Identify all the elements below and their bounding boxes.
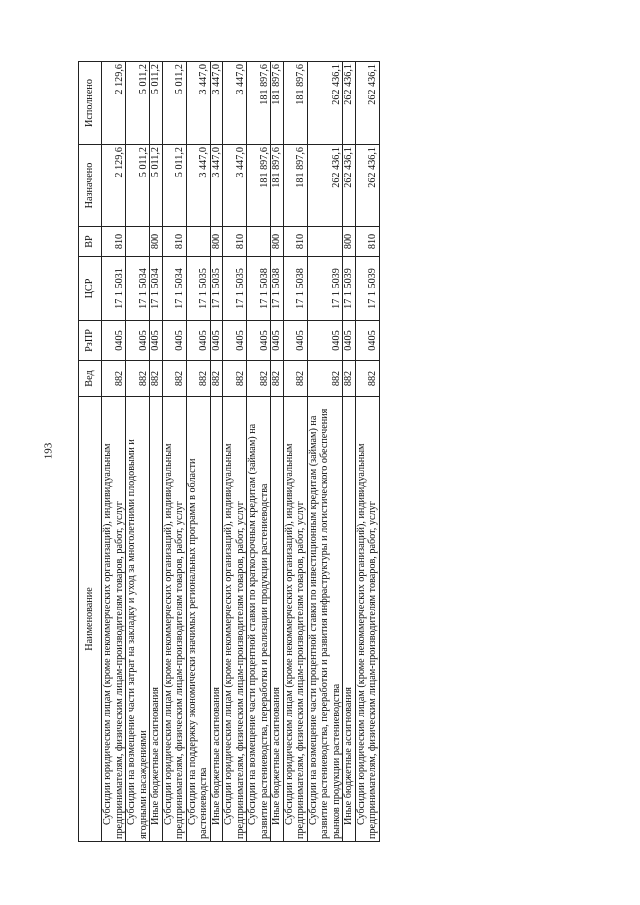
cell-assigned: 181 897,6 (271, 145, 284, 227)
cell-name (283, 397, 307, 842)
cell-ved: 882 (247, 361, 271, 397)
table-row (210, 62, 223, 842)
cell-name (126, 397, 150, 842)
header-csr: ЦСР (79, 257, 102, 321)
cell-rzpr: 0405 (150, 321, 163, 361)
cell-name (271, 397, 284, 842)
table-body (102, 62, 380, 842)
cell-rzpr: 0405 (102, 321, 126, 361)
cell-assigned: 3 447,0 (210, 145, 223, 227)
cell-rzpr: 0405 (343, 321, 356, 361)
cell-vr: 800 (210, 227, 223, 257)
cell-vr: 800 (271, 227, 284, 257)
cell-vr: 810 (283, 227, 307, 257)
cell-ved: 882 (102, 361, 126, 397)
cell-ved: 882 (210, 361, 223, 397)
cell-executed: 3 447,0 (210, 62, 223, 145)
header-ved: Вед (79, 361, 102, 397)
cell-executed: 262 436,1 (307, 62, 343, 145)
cell-name (247, 397, 271, 842)
cell-assigned: 2 129,6 (102, 145, 126, 227)
cell-name (186, 397, 210, 842)
table-header-row (79, 62, 102, 842)
table-row (271, 62, 284, 842)
cell-vr: 810 (355, 227, 379, 257)
table-row (162, 62, 186, 842)
cell-assigned: 181 897,6 (283, 145, 307, 227)
cell-vr (247, 227, 271, 257)
cell-executed: 5 011,2 (126, 62, 150, 145)
cell-executed: 5 011,2 (162, 62, 186, 145)
cell-executed: 2 129,6 (102, 62, 126, 145)
cell-vr (126, 227, 150, 257)
cell-rzpr: 0405 (162, 321, 186, 361)
cell-assigned: 181 897,6 (247, 145, 271, 227)
cell-csr: 17 1 5035 (186, 257, 210, 321)
cell-csr: 17 1 5035 (210, 257, 223, 321)
cell-assigned: 3 447,0 (223, 145, 247, 227)
cell-executed: 3 447,0 (186, 62, 210, 145)
cell-name-text: Субсидии юридическим лицам (кроме некоммерческих организаций), индивидуальным предпринимателям, физическим лицам-производителям товаров, работ, услуг (162, 443, 185, 839)
cell-name (343, 397, 356, 842)
cell-ved: 882 (271, 361, 284, 397)
cell-rzpr: 0405 (307, 321, 343, 361)
header-executed: Исполнено (79, 62, 102, 145)
cell-rzpr: 0405 (355, 321, 379, 361)
cell-assigned: 262 436,1 (343, 145, 356, 227)
cell-name (150, 397, 163, 842)
cell-executed: 262 436,1 (355, 62, 379, 145)
cell-assigned: 262 436,1 (307, 145, 343, 227)
cell-ved: 882 (162, 361, 186, 397)
cell-executed: 181 897,6 (283, 62, 307, 145)
cell-ved: 882 (150, 361, 163, 397)
cell-rzpr: 0405 (210, 321, 223, 361)
cell-rzpr: 0405 (186, 321, 210, 361)
table-row (150, 62, 163, 842)
cell-rzpr: 0405 (247, 321, 271, 361)
table-row (283, 62, 307, 842)
cell-ved: 882 (343, 361, 356, 397)
cell-ved: 882 (355, 361, 379, 397)
cell-vr: 810 (162, 227, 186, 257)
cell-assigned: 5 011,2 (126, 145, 150, 227)
cell-assigned: 5 011,2 (150, 145, 163, 227)
cell-vr: 800 (343, 227, 356, 257)
cell-csr: 17 1 5035 (223, 257, 247, 321)
table-row (223, 62, 247, 842)
cell-csr: 17 1 5031 (102, 257, 126, 321)
cell-ved: 882 (307, 361, 343, 397)
cell-csr: 17 1 5034 (150, 257, 163, 321)
cell-csr: 17 1 5034 (126, 257, 150, 321)
cell-name-text: Субсидии юридическим лицам (кроме некоммерческих организаций), индивидуальным предпринимателям, физическим лицам-производителям товаров, работ, услуг (283, 443, 306, 839)
cell-vr (307, 227, 343, 257)
cell-rzpr: 0405 (283, 321, 307, 361)
cell-name (355, 397, 379, 842)
header-assigned: Назначено (79, 145, 102, 227)
cell-csr: 17 1 5039 (343, 257, 356, 321)
budget-table (78, 61, 380, 842)
cell-name-text: Иные бюджетные ассигнования (150, 687, 161, 825)
table-row (247, 62, 271, 842)
cell-rzpr: 0405 (223, 321, 247, 361)
rotated-table-wrapper (78, 62, 562, 842)
cell-ved: 882 (186, 361, 210, 397)
cell-name-text: Субсидии на возмещение части процентной ставки по краткосрочным кредитам (займам) на развитие растениеводства, переработки и реализации продукции растениеводства (247, 423, 270, 839)
cell-name (307, 397, 343, 842)
cell-name-text: Субсидии юридическим лицам (кроме некоммерческих организаций), индивидуальным предпринимателям, физическим лицам-производителям товаров, работ, услуг (223, 443, 246, 839)
header-vr: ВР (79, 227, 102, 257)
cell-executed: 5 011,2 (150, 62, 163, 145)
table-row (126, 62, 150, 842)
page-number-text: 193 (42, 442, 55, 460)
cell-rzpr: 0405 (271, 321, 284, 361)
cell-name-text: Субсидии юридическим лицам (кроме некоммерческих организаций), индивидуальным предпринимателям, физическим лицам-производителям товаров, работ, услуг (355, 443, 378, 839)
cell-ved: 882 (223, 361, 247, 397)
cell-csr: 17 1 5039 (307, 257, 343, 321)
header-rzpr: РзПР (79, 321, 102, 361)
table-row (355, 62, 379, 842)
cell-vr: 800 (150, 227, 163, 257)
header-name: Наименование (79, 397, 102, 842)
cell-name (223, 397, 247, 842)
cell-assigned: 3 447,0 (186, 145, 210, 227)
cell-assigned: 5 011,2 (162, 145, 186, 227)
cell-name-text: Иные бюджетные ассигнования (343, 687, 354, 825)
cell-assigned: 262 436,1 (355, 145, 379, 227)
cell-csr: 17 1 5034 (162, 257, 186, 321)
cell-name-text: Субсидии на возмещение части затрат на закладку и уход за многолетними плодовыми и ягодными насаждениями (126, 439, 149, 839)
cell-name-text: Иные бюджетные ассигнования (271, 687, 282, 825)
cell-vr: 810 (102, 227, 126, 257)
cell-vr (186, 227, 210, 257)
cell-ved: 882 (126, 361, 150, 397)
cell-name-text: Иные бюджетные ассигнования (210, 687, 222, 825)
cell-csr: 17 1 5038 (271, 257, 284, 321)
cell-name (102, 397, 126, 842)
cell-executed: 3 447,0 (223, 62, 247, 145)
table-row (186, 62, 210, 842)
cell-csr: 17 1 5039 (355, 257, 379, 321)
cell-rzpr: 0405 (126, 321, 150, 361)
cell-vr: 810 (223, 227, 247, 257)
cell-name (210, 397, 223, 842)
table-row (307, 62, 343, 842)
cell-csr: 17 1 5038 (283, 257, 307, 321)
table-row (102, 62, 126, 842)
cell-executed: 181 897,6 (271, 62, 284, 145)
cell-name-text: Субсидии на поддержку экономически значимых региональных программ в области растениеводства (186, 458, 209, 839)
cell-executed: 262 436,1 (343, 62, 356, 145)
cell-name (162, 397, 186, 842)
cell-name-text: Субсидии на возмещение части процентной ставки по инвестиционным кредитам (займам) на развитие растениеводства, переработки и развития инфраструктуры и логистического обеспечения рынков продукции растениеводства (307, 408, 342, 839)
cell-csr: 17 1 5038 (247, 257, 271, 321)
cell-name-text: Субсидии юридическим лицам (кроме некоммерческих организаций), индивидуальным предпринимателям, физическим лицам-производителям товаров, работ, услуг (102, 443, 125, 839)
table-row (343, 62, 356, 842)
cell-ved: 882 (283, 361, 307, 397)
cell-executed: 181 897,6 (247, 62, 271, 145)
